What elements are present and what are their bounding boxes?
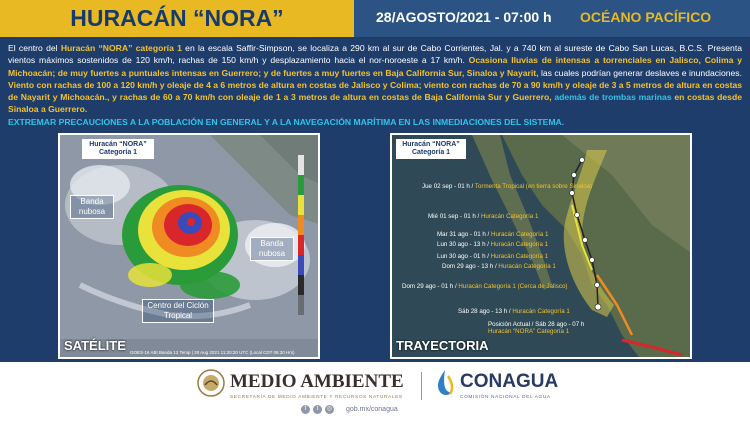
twitter-icon[interactable]: t (313, 405, 322, 414)
trajectory-storm-tag: Huracán “NORA” Categoría 1 (396, 139, 466, 159)
trajectory-label: TRAYECTORIA (396, 338, 489, 353)
current-position: Posición Actual / Sáb 28 ago - 07 h Huracán “NORA” Categoría 1 (488, 321, 585, 335)
track-point-7: Dom 29 ago - 01 h / Huracán Categoría 1 (Cerca de Jalisco) (402, 283, 568, 290)
track-point-8: Sáb 28 ago - 13 h / Huracán Categoría 1 (458, 308, 570, 315)
page-title: HURACÁN “NORA” (0, 0, 354, 37)
instagram-icon[interactable]: ◎ (326, 406, 333, 412)
semarnat-name: MEDIO AMBIENTE (230, 371, 404, 392)
track-point-6: Dom 29 ago - 13 h / Huracán Categoría 1 (442, 263, 556, 270)
bulletin-date: 28/AGOSTO/2021 - 07:00 h (376, 9, 552, 25)
bulletin-warning: EXTREMAR PRECAUCIONES A LA POBLACIÓN EN GENERAL Y A LA NAVEGACIÓN MARÍTIMA EN LAS INMEDIACIONES DEL SISTEMA. (8, 116, 565, 127)
satellite-storm-tag: Huracán “NORA” Categoría 1 (82, 139, 154, 159)
bulletin-risk: las cuales podrían generar deslaves e inundaciones. (538, 67, 742, 78)
satellite-panel (58, 133, 320, 359)
bulletin-waterspouts: además de trombas marinas (551, 92, 672, 103)
bulletin-text (8, 42, 742, 128)
government-seal-icon (196, 368, 226, 398)
callout-storm-center: Centro del Ciclón Tropical (142, 299, 214, 323)
bulletin-intro: El centro del (8, 43, 61, 53)
track-point-3: Mar 31 ago - 01 h / Huracán Categoría 1 (437, 231, 549, 238)
ocean-label: OCÉANO PACÍFICO (580, 9, 712, 25)
bulletin-coasts: en costas desde Sinaloa a Guerrero. (8, 92, 742, 115)
header-bar (0, 0, 750, 37)
conagua-logo-icon (432, 368, 458, 398)
callout-band-2: Banda nubosa (250, 237, 294, 261)
conagua-subtitle: COMISIÓN NACIONAL DEL AGUA (460, 395, 551, 400)
trajectory-panel (390, 133, 692, 359)
footer-divider (421, 372, 422, 400)
conagua-name: CONAGUA (460, 371, 559, 392)
bulletin-rain: Ocasiona lluvias de intensas a torrenciales en Jalisco, Colima y Michoacán; de muy fuertes a puntuales intensas en Guerrero; y de fuertes a muy fuertes en Baja California Sur, Sinaloa y Nayarit, (8, 55, 742, 78)
track-point-2: Mié 01 sep - 01 h / Huracán Categoría 1 (428, 213, 539, 220)
satellite-caption: GOES-16 ABI Banda 13 Temp | 28 Aug 2021 11:20:20 UTC (Local CDT 06:20 Hrs) (130, 350, 295, 355)
track-point-5: Lun 30 ago - 01 h / Huracán Categoría 1 (437, 253, 549, 260)
track-point-4: Lun 30 ago - 13 h / Huracán Categoría 1 (437, 241, 549, 248)
bulletin-location: en la escala Saffir-Simpson, se localiza a 290 km al sur de Cabo Corrientes, Jal. y a 740 km al sureste de Cabo San Lucas, B.C.S. Presenta vientos máximos sostenidos de 120 km/h, rachas de 150 km/h y desplazamiento hacia el nor-noroeste a 17 km/h. (8, 43, 742, 66)
bulletin-wind: Viento con rachas de 100 a 120 km/h y oleaje de 4 a 6 metros de altura en costas de Jalisco y Colima; viento con rachas de 70 a 90 km/h y oleaje de 3 a 5 metros de altura en costas de Nayarit y Michoacán., y rachas de 60 a 70 km/h con oleaje de 1 a 3 metros de altura en costas de Baja California Sur y Guerrero, (8, 79, 742, 103)
track-point-1: Jue 02 sep - 01 h / Tormenta Tropical (en tierra sobre Sinaloa) (422, 183, 593, 190)
footer-url[interactable]: gob.mx/conagua (346, 406, 398, 413)
semarnat-subtitle: SECRETARÍA DE MEDIO AMBIENTE Y RECURSOS NATURALES (230, 395, 403, 400)
callout-band-1: Banda nubosa (70, 195, 114, 219)
facebook-icon[interactable]: f (301, 405, 310, 414)
bulletin-storm-name: Huracán “NORA” categoría 1 (60, 43, 182, 53)
satellite-label: SATÉLITE (64, 338, 126, 353)
